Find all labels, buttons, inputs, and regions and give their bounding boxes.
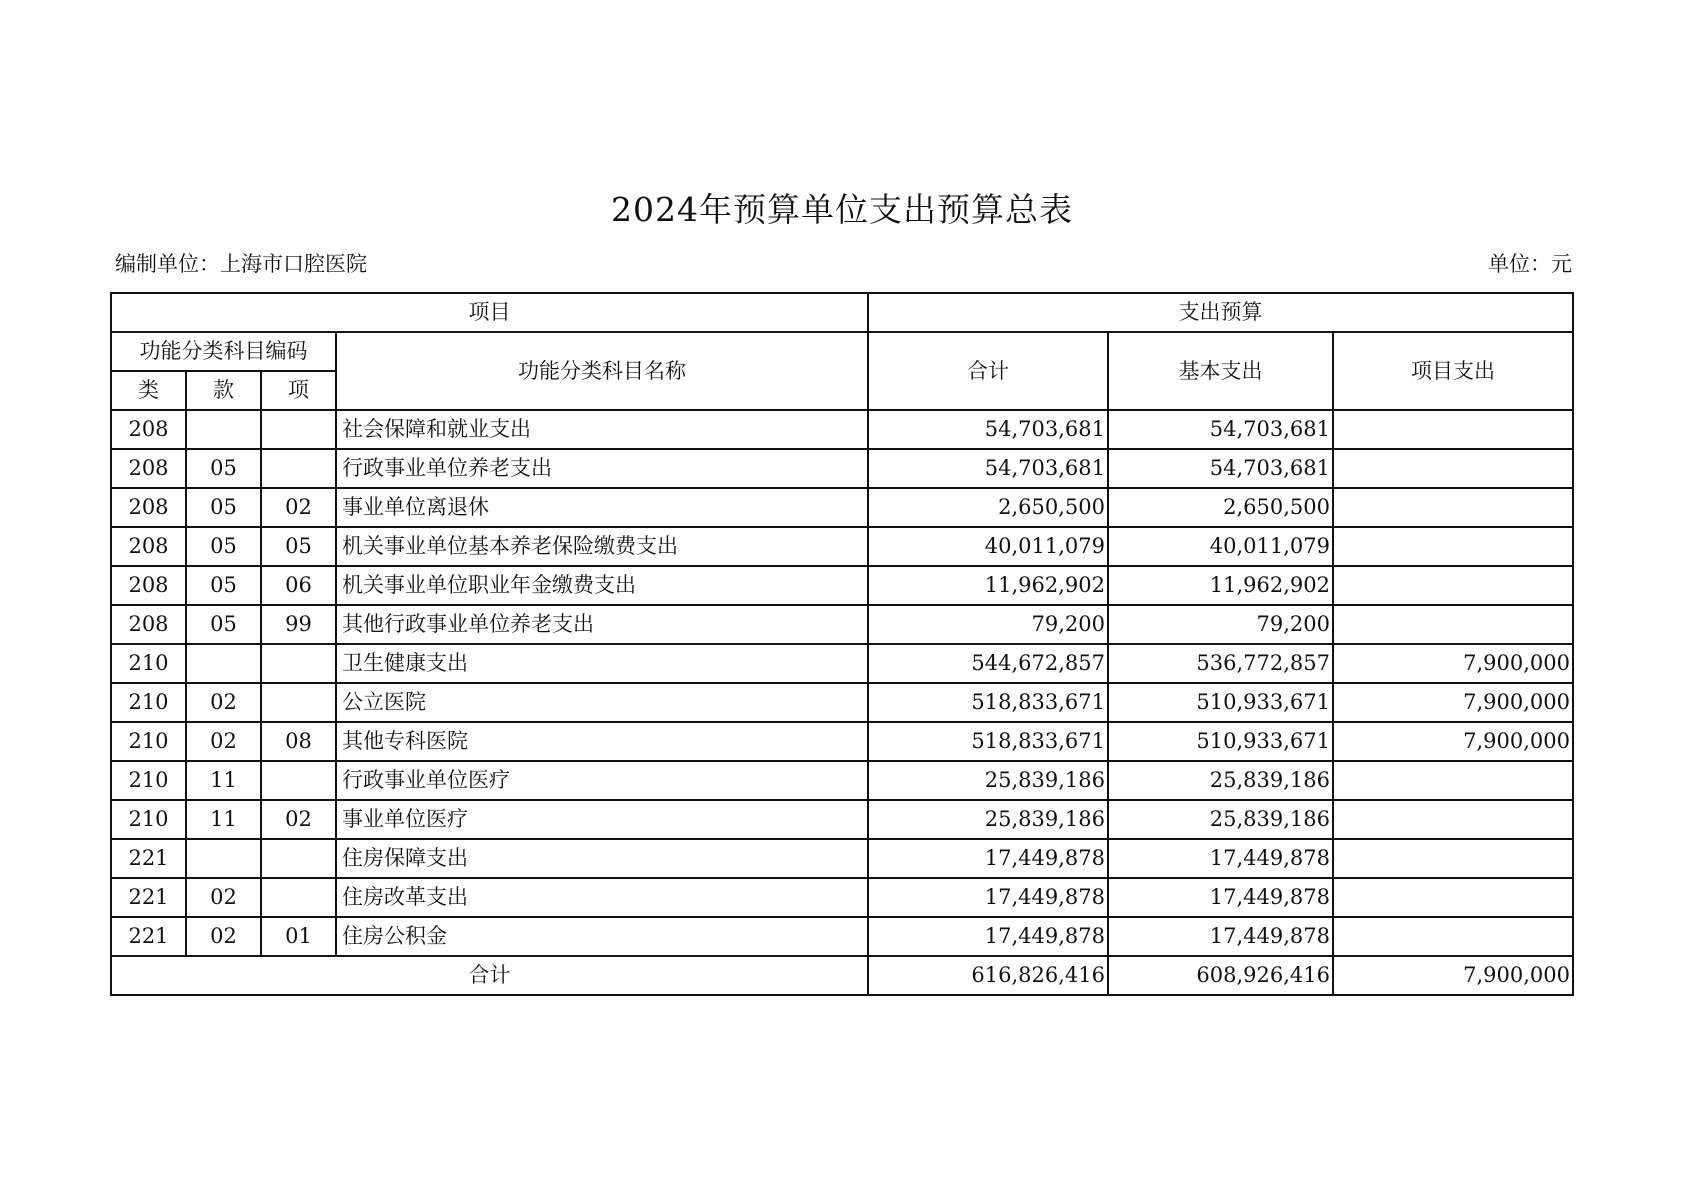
- basic-amount: 17,449,878: [1108, 917, 1333, 956]
- total-amount: 79,200: [868, 605, 1108, 644]
- table-row: [111, 449, 1573, 488]
- basic-amount: 40,011,079: [1108, 527, 1333, 566]
- code-lei: 221: [111, 878, 186, 917]
- code-kuan: 02: [186, 917, 261, 956]
- subject-name: 行政事业单位养老支出: [336, 449, 868, 488]
- code-kuan: 05: [186, 449, 261, 488]
- code-xiang: [261, 761, 336, 800]
- code-xiang: 01: [261, 917, 336, 956]
- project-amount: [1333, 527, 1573, 566]
- code-kuan: 02: [186, 683, 261, 722]
- prepared-by-label: 编制单位：上海市口腔医院: [115, 252, 367, 276]
- project-amount: [1333, 761, 1573, 800]
- table-row: [111, 839, 1573, 878]
- code-lei: 210: [111, 683, 186, 722]
- total-amount: 11,962,902: [868, 566, 1108, 605]
- table-row: [111, 566, 1573, 605]
- total-amount: 17,449,878: [868, 917, 1108, 956]
- subject-name: 机关事业单位基本养老保险缴费支出: [336, 527, 868, 566]
- code-xiang: 08: [261, 722, 336, 761]
- code-xiang: [261, 410, 336, 449]
- basic-amount: 54,703,681: [1108, 449, 1333, 488]
- project-amount: [1333, 449, 1573, 488]
- header-project-group: 项目: [111, 293, 868, 332]
- subject-name: 公立医院: [336, 683, 868, 722]
- basic-amount: 25,839,186: [1108, 761, 1333, 800]
- table-row: [111, 527, 1573, 566]
- header-lei: 类: [111, 371, 186, 410]
- project-amount: 7,900,000: [1333, 644, 1573, 683]
- header-basic: 基本支出: [1108, 332, 1333, 410]
- code-lei: 221: [111, 839, 186, 878]
- header-xiang: 项: [261, 371, 336, 410]
- header-row-2: [111, 332, 1573, 371]
- code-kuan: 11: [186, 800, 261, 839]
- project-amount: 7,900,000: [1333, 722, 1573, 761]
- total-amount: 17,449,878: [868, 839, 1108, 878]
- header-project: 项目支出: [1333, 332, 1573, 410]
- code-kuan: 02: [186, 878, 261, 917]
- table-row: [111, 761, 1573, 800]
- total-amount: 518,833,671: [868, 683, 1108, 722]
- document-title: 2024年预算单位支出预算总表: [611, 190, 1073, 229]
- table-row: [111, 722, 1573, 761]
- project-amount: [1333, 488, 1573, 527]
- header-total: 合计: [868, 332, 1108, 410]
- project-amount: [1333, 917, 1573, 956]
- total-amount: 518,833,671: [868, 722, 1108, 761]
- project-amount: [1333, 800, 1573, 839]
- project-amount: [1333, 566, 1573, 605]
- subject-name: 住房公积金: [336, 917, 868, 956]
- footer-project: 7,900,000: [1333, 956, 1573, 995]
- code-kuan: [186, 410, 261, 449]
- total-amount: 25,839,186: [868, 761, 1108, 800]
- basic-amount: 2,650,500: [1108, 488, 1333, 527]
- code-kuan: 05: [186, 566, 261, 605]
- table-row: [111, 488, 1573, 527]
- total-amount: 54,703,681: [868, 410, 1108, 449]
- basic-amount: 536,772,857: [1108, 644, 1333, 683]
- basic-amount: 510,933,671: [1108, 722, 1333, 761]
- code-lei: 208: [111, 488, 186, 527]
- total-amount: 17,449,878: [868, 878, 1108, 917]
- footer-basic: 608,926,416: [1108, 956, 1333, 995]
- project-amount: [1333, 878, 1573, 917]
- table-row: [111, 800, 1573, 839]
- table-row: [111, 878, 1573, 917]
- table-row: [111, 917, 1573, 956]
- code-lei: 221: [111, 917, 186, 956]
- code-xiang: [261, 878, 336, 917]
- header-row-1: [111, 293, 1573, 332]
- table-row: [111, 683, 1573, 722]
- code-kuan: 11: [186, 761, 261, 800]
- basic-amount: 17,449,878: [1108, 878, 1333, 917]
- subject-name: 事业单位医疗: [336, 800, 868, 839]
- project-amount: [1333, 839, 1573, 878]
- code-lei: 210: [111, 722, 186, 761]
- code-lei: 208: [111, 605, 186, 644]
- code-xiang: 02: [261, 800, 336, 839]
- total-amount: 544,672,857: [868, 644, 1108, 683]
- subject-name: 行政事业单位医疗: [336, 761, 868, 800]
- total-amount: 40,011,079: [868, 527, 1108, 566]
- basic-amount: 11,962,902: [1108, 566, 1333, 605]
- code-kuan: 05: [186, 527, 261, 566]
- subject-name: 其他行政事业单位养老支出: [336, 605, 868, 644]
- footer-label: 合计: [111, 956, 868, 995]
- code-xiang: 05: [261, 527, 336, 566]
- table-row: [111, 644, 1573, 683]
- basic-amount: 25,839,186: [1108, 800, 1333, 839]
- subject-name: 事业单位离退休: [336, 488, 868, 527]
- code-xiang: 99: [261, 605, 336, 644]
- header-code-group: 功能分类科目编码: [111, 332, 336, 371]
- budget-table: [110, 292, 1574, 996]
- subject-name: 卫生健康支出: [336, 644, 868, 683]
- project-amount: [1333, 605, 1573, 644]
- table-row: [111, 410, 1573, 449]
- code-lei: 210: [111, 761, 186, 800]
- subject-name: 机关事业单位职业年金缴费支出: [336, 566, 868, 605]
- code-xiang: [261, 644, 336, 683]
- code-lei: 208: [111, 449, 186, 488]
- code-xiang: 06: [261, 566, 336, 605]
- code-kuan: [186, 839, 261, 878]
- code-lei: 210: [111, 800, 186, 839]
- total-amount: 2,650,500: [868, 488, 1108, 527]
- code-kuan: [186, 644, 261, 683]
- code-kuan: 05: [186, 488, 261, 527]
- code-lei: 208: [111, 527, 186, 566]
- subject-name: 住房改革支出: [336, 878, 868, 917]
- code-xiang: [261, 449, 336, 488]
- unit-label: 单位：元: [1488, 252, 1572, 276]
- code-lei: 208: [111, 566, 186, 605]
- footer-total: 616,826,416: [868, 956, 1108, 995]
- code-xiang: [261, 683, 336, 722]
- subject-name: 社会保障和就业支出: [336, 410, 868, 449]
- code-kuan: 02: [186, 722, 261, 761]
- table-row: [111, 605, 1573, 644]
- code-lei: 210: [111, 644, 186, 683]
- basic-amount: 54,703,681: [1108, 410, 1333, 449]
- project-amount: 7,900,000: [1333, 683, 1573, 722]
- basic-amount: 510,933,671: [1108, 683, 1333, 722]
- code-xiang: 02: [261, 488, 336, 527]
- header-name: 功能分类科目名称: [336, 332, 868, 410]
- basic-amount: 17,449,878: [1108, 839, 1333, 878]
- code-lei: 208: [111, 410, 186, 449]
- project-amount: [1333, 410, 1573, 449]
- basic-amount: 79,200: [1108, 605, 1333, 644]
- total-amount: 54,703,681: [868, 449, 1108, 488]
- total-amount: 25,839,186: [868, 800, 1108, 839]
- header-kuan: 款: [186, 371, 261, 410]
- subject-name: 住房保障支出: [336, 839, 868, 878]
- header-budget-group: 支出预算: [868, 293, 1573, 332]
- subject-name: 其他专科医院: [336, 722, 868, 761]
- footer-total-row: [111, 956, 1573, 995]
- code-kuan: 05: [186, 605, 261, 644]
- code-xiang: [261, 839, 336, 878]
